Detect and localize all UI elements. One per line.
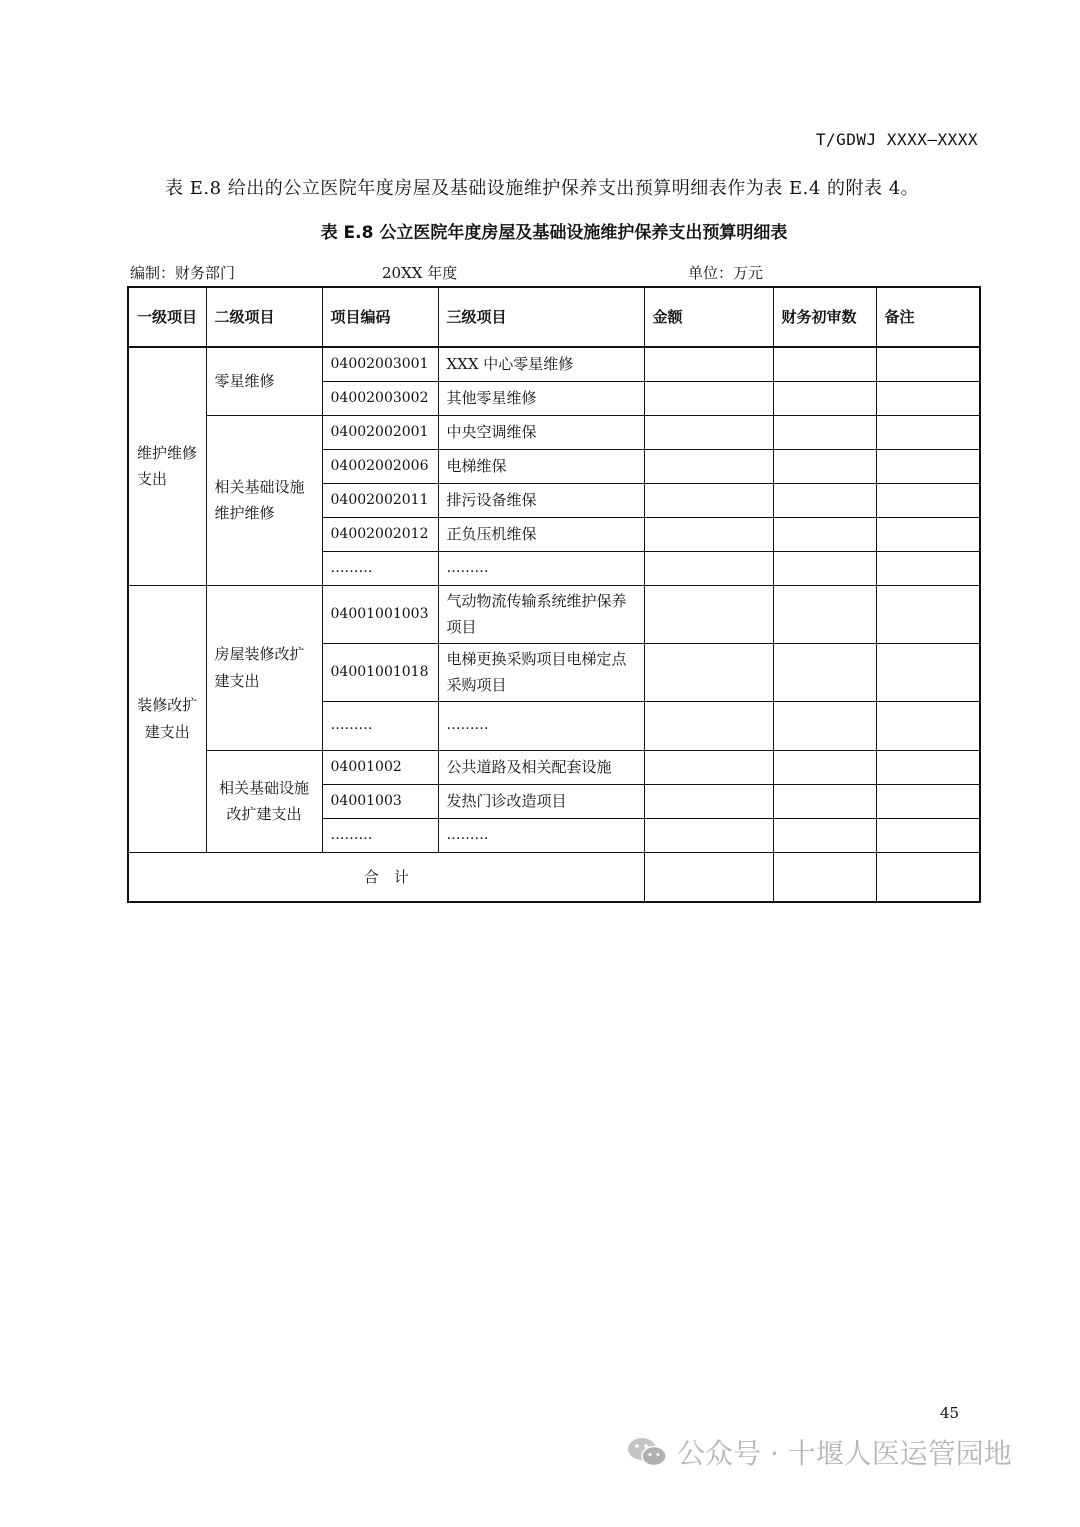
remark-cell <box>876 517 980 551</box>
review-cell <box>773 643 876 701</box>
item-code: 04002002011 <box>322 483 438 517</box>
header-level3: 三级项目 <box>438 287 644 347</box>
remark-cell <box>876 643 980 701</box>
page-number: 45 <box>940 1404 960 1422</box>
item-name: 中央空调维保 <box>438 415 644 449</box>
table-row <box>128 347 980 381</box>
item-name: 公共道路及相关配套设施 <box>438 750 644 784</box>
item-code: ……… <box>322 551 438 585</box>
subgroup-infra-maintenance: 相关基础设施维护维修 <box>206 415 322 585</box>
remark-cell <box>876 415 980 449</box>
wechat-icon <box>625 1435 669 1469</box>
table-row <box>128 415 980 449</box>
subgroup-infra-build: 相关基础设施改扩建支出 <box>206 750 322 852</box>
item-name: 其他零星维修 <box>438 381 644 415</box>
item-name: ……… <box>438 551 644 585</box>
review-cell <box>773 483 876 517</box>
table-title: 表 E.8 公立医院年度房屋及基础设施维护保养支出预算明细表 <box>320 223 788 243</box>
remark-cell <box>876 585 980 643</box>
remark-cell <box>876 483 980 517</box>
amount-cell <box>644 551 773 585</box>
item-name: 电梯更换采购项目电梯定点采购项目 <box>438 643 644 701</box>
prepared-by-label: 编制：财务部门 <box>130 264 236 282</box>
amount-cell <box>644 585 773 643</box>
item-code: 04002003002 <box>322 381 438 415</box>
document-code: T/GDWJ XXXX—XXXX <box>815 130 978 149</box>
item-code: 04001001018 <box>322 643 438 701</box>
item-name: 排污设备维保 <box>438 483 644 517</box>
item-name: 电梯维保 <box>438 449 644 483</box>
review-cell <box>773 750 876 784</box>
amount-cell <box>644 643 773 701</box>
item-code: ……… <box>322 818 438 852</box>
amount-cell <box>644 818 773 852</box>
remark-cell <box>876 750 980 784</box>
intro-paragraph: 表 E.8 给出的公立医院年度房屋及基础设施维护保养支出预算明细表作为表 E.4 的附表 4。 <box>165 178 920 199</box>
remark-cell <box>876 818 980 852</box>
review-cell <box>773 852 876 902</box>
item-name: 气动物流传输系统维护保养项目 <box>438 585 644 643</box>
item-code: 04002003001 <box>322 347 438 381</box>
budget-table <box>127 286 981 903</box>
watermark-text: 公众号 · 十堰人医运管园地 <box>677 1437 1012 1470</box>
amount-cell <box>644 347 773 381</box>
group-renovation: 装修改扩建支出 <box>128 585 206 852</box>
amount-cell <box>644 701 773 750</box>
review-cell <box>773 347 876 381</box>
table-row <box>128 750 980 784</box>
item-name: 正负压机维保 <box>438 517 644 551</box>
remark-cell <box>876 701 980 750</box>
amount-cell <box>644 784 773 818</box>
remark-cell <box>876 852 980 902</box>
amount-cell <box>644 852 773 902</box>
table-row <box>128 585 980 643</box>
review-cell <box>773 551 876 585</box>
year-label: 20XX 年度 <box>382 264 458 282</box>
header-level2: 二级项目 <box>206 287 322 347</box>
review-cell <box>773 449 876 483</box>
amount-cell <box>644 381 773 415</box>
review-cell <box>773 415 876 449</box>
item-code: 04001003 <box>322 784 438 818</box>
group-maintenance: 维护维修支出 <box>128 347 206 585</box>
header-review: 财务初审数 <box>773 287 876 347</box>
item-code: ……… <box>322 701 438 750</box>
header-level1: 一级项目 <box>128 287 206 347</box>
item-code: 04002002001 <box>322 415 438 449</box>
amount-cell <box>644 517 773 551</box>
amount-cell <box>644 750 773 784</box>
total-label: 合 计 <box>128 852 644 902</box>
item-name: ……… <box>438 818 644 852</box>
item-name: 发热门诊改造项目 <box>438 784 644 818</box>
remark-cell <box>876 449 980 483</box>
item-code: 04002002006 <box>322 449 438 483</box>
subgroup-house-renovation: 房屋装修改扩建支出 <box>206 585 322 750</box>
table-header-row <box>128 287 980 347</box>
item-code: 04001001003 <box>322 585 438 643</box>
remark-cell <box>876 347 980 381</box>
review-cell <box>773 585 876 643</box>
header-remark: 备注 <box>876 287 980 347</box>
subgroup-repair: 零星维修 <box>206 347 322 415</box>
amount-cell <box>644 449 773 483</box>
watermark <box>625 1432 1012 1472</box>
header-amount: 金额 <box>644 287 773 347</box>
header-code: 项目编码 <box>322 287 438 347</box>
amount-cell <box>644 415 773 449</box>
item-name: XXX 中心零星维修 <box>438 347 644 381</box>
item-code: 04001002 <box>322 750 438 784</box>
item-name: ……… <box>438 701 644 750</box>
remark-cell <box>876 551 980 585</box>
review-cell <box>773 517 876 551</box>
total-row <box>128 852 980 902</box>
review-cell <box>773 784 876 818</box>
remark-cell <box>876 784 980 818</box>
remark-cell <box>876 381 980 415</box>
amount-cell <box>644 483 773 517</box>
review-cell <box>773 381 876 415</box>
unit-label: 单位：万元 <box>688 264 764 282</box>
review-cell <box>773 818 876 852</box>
review-cell <box>773 701 876 750</box>
item-code: 04002002012 <box>322 517 438 551</box>
